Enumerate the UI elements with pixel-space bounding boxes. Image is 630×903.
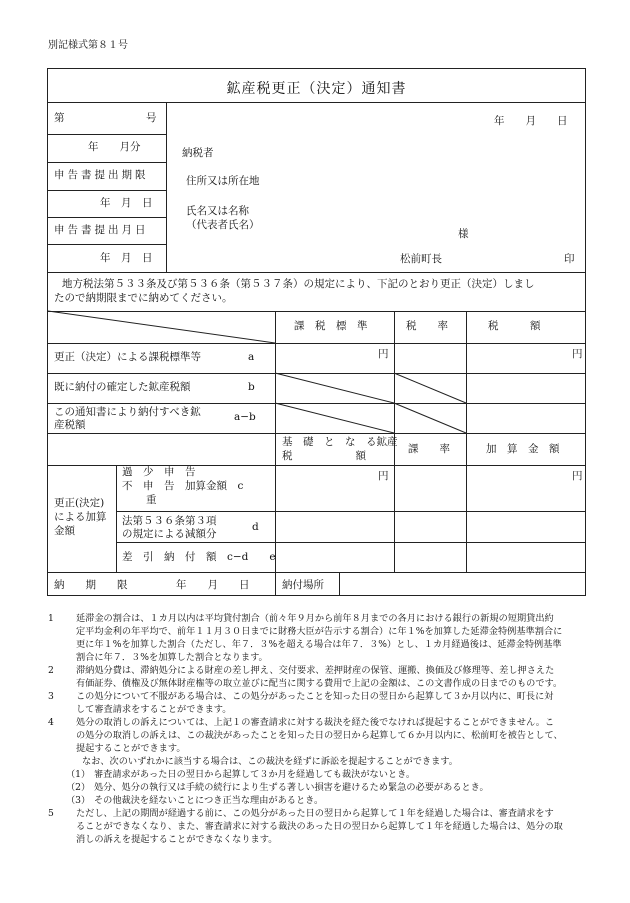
sub-number: （1） — [66, 769, 91, 780]
note-text: 有価証券、債権及び無体財産権等の取立並びに配当に関する費用で上記の金額は、この文書作成の日までのものです。 — [76, 678, 563, 689]
penalty-label-line-3: 金額 — [54, 525, 75, 537]
issue-date: 年 月 日 — [494, 115, 568, 127]
representative-label: （代表者氏名） — [186, 219, 260, 231]
note-text: の処分の取消しの訴えは、この裁決があったことを知った日の翌日から起算して６か月以内に、松前町を被告として、 — [76, 730, 563, 741]
note-text: 更に年１%を加算した割合（ただし、年７．３%を超える場合は年７．３%）とし、１カ月経過後は、延滞金特例基準 — [76, 639, 562, 650]
row-a-key: a — [248, 351, 255, 363]
payment-place-label: 納付場所 — [282, 579, 324, 591]
col-additional: 加 算 金 額 — [486, 443, 560, 455]
note-4-proviso: なお、次のいずれかに該当する場合は、この裁決を経ずに訴訟を提起することができます。 — [82, 756, 458, 767]
taxpayer-label: 納税者 — [182, 147, 214, 159]
note-text: 消しの訴えを提起することができなくなります。 — [76, 834, 278, 845]
sub-number: （2） — [66, 782, 91, 793]
due-date-label: 納 期 限 — [54, 579, 128, 591]
sub-text: 処分、処分の執行又は手続の続行により生ずる著しい損害を避けるため緊急の必要があるとき。 — [94, 782, 489, 793]
note-text: 処分の取消しの訴えについては、上記１の審査請求に対する裁決を経た後でなければ提起することができません。こ — [76, 717, 555, 728]
note-number: 3 — [48, 691, 54, 702]
notice-form — [47, 68, 586, 596]
date1-label: 年 月 日 — [100, 197, 153, 209]
note-text: ただし、上記の期間が経過する前に、この処分があった日の翌日から起算して１年を経過した場合は、審査請求をす — [76, 808, 554, 819]
heavy-label: 重 — [146, 494, 157, 506]
reduction-label-1: 法第５３６条第３項 — [122, 515, 217, 527]
note-number: 2 — [48, 665, 54, 676]
month-portion-label: 年 月分 — [88, 141, 141, 153]
sub-text: 審査請求があった日の翌日から起算して３か月を経過しても裁決がないとき。 — [94, 769, 416, 780]
note-2 — [48, 664, 588, 690]
row-b-key: b — [248, 381, 255, 393]
note-3 — [48, 690, 588, 716]
col-tax-rate: 税 率 — [406, 320, 448, 332]
intro-line-1: 地方税法第５３３条及び第５３６条（第５３７条）の規定により、下記のとおり更正（決定）しまし — [62, 278, 535, 290]
note-4-sub-1 — [48, 768, 588, 781]
note-text: この処分について不服がある場合は、この処分があったことを知った日の翌日から起算して３か月以内に、町長に対 — [76, 691, 554, 702]
document-title: 鉱産税更正（決定）通知書 — [226, 81, 407, 97]
row-ab-key: a−b — [234, 411, 256, 423]
col-tax-amount: 税 額 — [488, 320, 541, 332]
note-text: 定平均金利の年平均で、前年１１月３０日までに財務大臣が告示する割合）に年１%を加算した延滞金特例基準割合に — [76, 626, 563, 637]
filing-deadline-label: 申告書提出期限 — [54, 169, 149, 181]
under-report-label: 過 少 申 告 — [122, 466, 196, 478]
note-5 — [48, 807, 588, 846]
date2-label: 年 月 日 — [100, 252, 153, 264]
note-number: 4 — [48, 717, 54, 728]
mayor-label: 松前町長 — [400, 253, 442, 265]
yen-unit: 円 — [378, 470, 389, 482]
col-base-mineral-1: 基 礎 と な る鉱産 — [282, 436, 398, 448]
note-text: 提起することができます。 — [76, 743, 186, 754]
note-text: して審査請求をすることができます。 — [76, 704, 232, 715]
row-ab-label-1: この通知書により納付すべき鉱 — [54, 406, 201, 418]
go-label: 号 — [146, 112, 157, 124]
dai-label: 第 — [54, 112, 65, 124]
seal-label: 印 — [564, 253, 575, 265]
note-4-sub-3 — [48, 794, 588, 807]
penalty-label-line-2: による加算 — [54, 511, 107, 523]
row-ab-label-2: 産税額 — [54, 419, 86, 431]
sub-number: （3） — [66, 795, 91, 806]
col-rate-2: 課 率 — [408, 443, 450, 455]
yen-unit: 円 — [378, 348, 389, 360]
sub-text: その他裁決を経ないことにつき正当な理由があるとき。 — [94, 795, 324, 806]
note-text: ることができなくなり、また、審査請求に対する裁決のあった日の翌日から起算して１年を経過した場合は、処分の取 — [76, 821, 563, 832]
name-label: 氏名又は名称 — [186, 205, 249, 217]
address-label: 住所又は所在地 — [186, 175, 260, 187]
note-4-sub-2 — [48, 781, 588, 794]
note-1 — [48, 612, 588, 664]
note-text: 割合に年７．３%を加算した割合となります。 — [76, 652, 268, 663]
row-a-label: 更正（決定）による課税標準等 — [54, 351, 201, 363]
note-text: 延滞金の割合は、１カ月以内は平均貸付割合（前々年９月から前年８月までの各月における銀行の新規の短期貸出約 — [76, 613, 554, 624]
note-number: 1 — [48, 613, 54, 624]
reduction-key: d — [252, 521, 259, 533]
filing-date-label: 申告書提出月日 — [54, 224, 149, 236]
sama-label: 様 — [458, 228, 469, 240]
note-4 — [48, 716, 588, 755]
col-base-mineral-2: 税 額 — [282, 450, 366, 462]
yen-unit: 円 — [572, 470, 583, 482]
penalty-label-line-1: 更正(決定) — [54, 497, 105, 509]
reduction-label-2: の規定による減額分 — [122, 528, 217, 540]
yen-unit: 円 — [572, 348, 583, 360]
col-tax-base: 課 税 標 準 — [294, 320, 368, 332]
net-payment-label: 差 引 納 付 額 c−d e — [122, 551, 276, 563]
row-b-label: 既に納付の確定した鉱産税額 — [54, 381, 191, 393]
due-date-value: 年 月 日 — [176, 579, 250, 591]
notes — [48, 612, 588, 846]
non-filing-label: 不 申 告 加算金額 c — [122, 480, 244, 492]
note-text: 滞納処分費は、滞納処分による財産の差し押え、交付要求、差押財産の保管、運搬、換価及び修理等、差し押さえた — [76, 665, 555, 676]
note-number: 5 — [48, 808, 54, 819]
intro-line-2: たので納期限までに納めてください。 — [54, 292, 233, 304]
form-number: 別記様式第８１号 — [48, 40, 128, 51]
